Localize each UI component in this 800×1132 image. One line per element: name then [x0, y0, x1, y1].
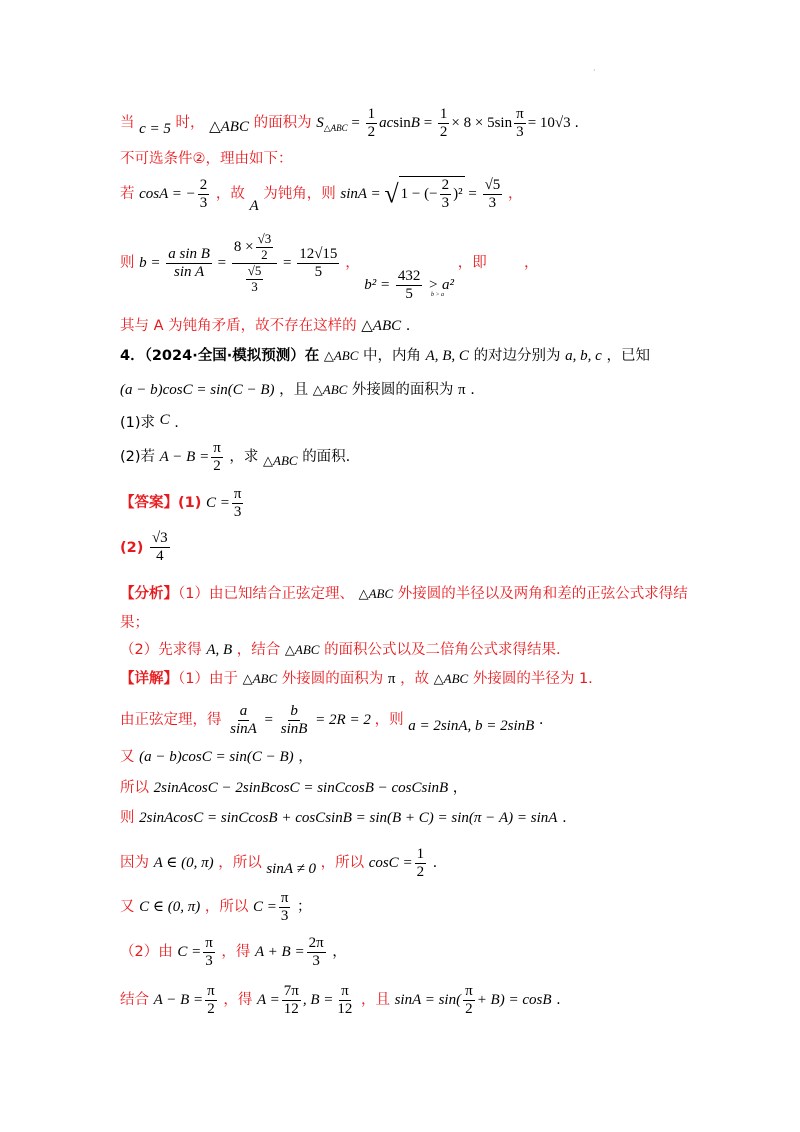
answer-label: 【答案】: [120, 495, 178, 512]
detail-label: 【详解】: [120, 671, 178, 687]
text: ，: [298, 749, 313, 765]
text: (2): [120, 539, 144, 556]
math: a, b, c: [565, 348, 602, 364]
m: 5: [405, 285, 413, 302]
text: ，故: [400, 671, 430, 687]
m: 2: [198, 177, 210, 195]
math-tri: △ABC: [209, 119, 249, 136]
detail-combine: [120, 983, 561, 1019]
m: sin A: [173, 263, 205, 280]
text: 为钝角，则: [263, 186, 336, 203]
m: = 10√3: [527, 115, 571, 132]
text: 其与 A 为钝角矛盾，故不存在这样的: [120, 318, 357, 334]
m: b² =: [364, 276, 391, 293]
m: 4: [156, 548, 164, 565]
m: 7π: [282, 983, 301, 1001]
m: 432: [396, 268, 423, 286]
math-tri: △ABC: [312, 382, 348, 397]
m: √5: [483, 177, 503, 195]
math-tri: △ABC: [433, 671, 469, 686]
m: C =: [177, 944, 202, 961]
math-c: c = 5: [139, 121, 171, 138]
m: π: [211, 440, 223, 458]
math: [139, 177, 211, 212]
math: [159, 440, 225, 475]
text: .: [174, 415, 179, 431]
text: 外接圆的面积为: [281, 671, 384, 687]
m: ac: [379, 115, 394, 132]
m: sinA: [230, 721, 257, 738]
text: .: [538, 712, 544, 729]
m: sinA = sin(: [394, 992, 462, 1009]
text: ，结合: [236, 642, 281, 658]
text: 的面积公式以及二倍角公式求得结果.: [324, 642, 561, 658]
text: 由正弦定理，得: [120, 712, 222, 729]
text: 若: [120, 186, 135, 203]
text: ，则: [374, 712, 404, 729]
m: a sin B: [166, 246, 212, 264]
text: (1)求: [120, 415, 156, 431]
m: √3: [150, 530, 170, 548]
text: ，求: [229, 449, 259, 466]
text: .: [470, 382, 475, 398]
text: 的面积为: [253, 115, 312, 132]
math-tri: △ABC: [358, 586, 394, 601]
m: C =: [205, 495, 230, 512]
text: 的面积.: [302, 449, 351, 466]
m: A + B =: [255, 944, 305, 961]
math: [368, 846, 428, 881]
text: ，: [524, 254, 539, 271]
math: A, B: [206, 642, 233, 658]
text: ；: [297, 899, 312, 916]
m: π: [339, 983, 351, 1001]
m: C =: [252, 899, 277, 916]
math-tri: △ABC: [323, 348, 359, 363]
m: S: [316, 115, 324, 132]
m: cosC =: [368, 855, 413, 872]
m: 2: [213, 458, 221, 475]
m: 1: [415, 846, 427, 864]
detail: [120, 667, 593, 688]
analysis-cont: 果；: [120, 615, 149, 631]
math: a = 2sinA, b = 2sinB: [408, 718, 535, 735]
math: b = $\frac{\text{a sin B}}{\text{sin A}}$ = 8 × $\frac{√3}{2}$ $\frac{√5}{3}$ = $\frac{12√15}{5}$: [139, 231, 338, 294]
m: =: [468, 186, 477, 203]
detail-then: [120, 806, 567, 827]
m: )²: [453, 186, 463, 203]
math: π: [387, 671, 396, 687]
m: 3: [233, 504, 242, 521]
tiny-note: b > a: [431, 292, 445, 298]
detail-given: [120, 745, 313, 766]
m: , B =: [302, 992, 334, 1009]
text: .: [432, 855, 438, 872]
math: 2sinAcosC − 2sinBcosC = sinCcosB − cosCsinB: [153, 780, 449, 796]
m: π: [205, 983, 217, 1001]
line-area-c5: [120, 106, 579, 142]
text: ，: [508, 186, 523, 203]
m: =: [217, 254, 227, 271]
area-formula: $S_{\triangle ABC}$ = $\frac{1}{2}$ acsinB = $\frac{1}{2}$ × 8 × 5sin $\frac{\pi}{3}$ = 10√3: [316, 106, 571, 141]
text: .: [574, 115, 579, 132]
text: ，: [345, 254, 360, 271]
math: sinA = √ 1 − (− $\frac{2}{3}$ )² = $\frac{√5}{3}$: [340, 177, 501, 212]
m: △ABC: [323, 123, 348, 134]
m: 2: [261, 246, 268, 262]
text: 外接圆的面积为: [351, 382, 454, 398]
math: [177, 935, 216, 970]
m: 3: [251, 278, 258, 294]
math-tri: △ABC: [284, 642, 320, 657]
text: 时，: [175, 115, 205, 132]
m: × 8 × 5sin: [451, 115, 513, 132]
detail-part-2: [120, 935, 347, 971]
math: (a − b)cosC = sin(C − B): [120, 382, 275, 398]
line-b-calc: [120, 232, 539, 303]
text: （1）由于: [178, 671, 238, 687]
text: （1）由已知结合正弦定理、: [178, 586, 354, 602]
math-tri: △ABC: [242, 671, 278, 686]
math: (a − b)cosC = sin(C − B): [139, 749, 294, 765]
m: 3: [488, 195, 497, 212]
text: ，故: [215, 186, 245, 203]
math-tri: △ABC: [263, 453, 298, 469]
m: 12: [283, 1001, 299, 1018]
text: ，得: [221, 944, 251, 961]
m: cosA = −: [139, 186, 196, 203]
m: 12√15: [297, 246, 339, 264]
math: C ∈ (0, π): [139, 899, 201, 916]
math: π: [458, 382, 466, 398]
text: 所以: [120, 780, 149, 796]
header-mark: ·: [593, 66, 596, 75]
text: ，已知: [606, 348, 650, 364]
m: =: [264, 712, 273, 729]
text: 外接圆的半径以及两角和差的正弦公式求得结: [397, 586, 688, 602]
text: 4．（2024·全国·模拟预测）在: [120, 348, 320, 364]
line-not-choose: 不可选条件②，理由如下：: [120, 151, 293, 167]
part-2: [120, 440, 350, 476]
text: 则: [120, 810, 135, 826]
m: sin: [393, 115, 411, 132]
line-cos-a: [120, 176, 523, 215]
m: sinA =: [340, 186, 381, 203]
detail-because: [120, 846, 437, 882]
analysis: [120, 582, 688, 603]
m: π: [463, 983, 475, 1001]
detail-sine-law: [120, 703, 544, 739]
text: ，所以: [218, 855, 262, 872]
text: ，且: [279, 382, 309, 398]
text: （2）先求得: [120, 642, 202, 658]
m: 2: [416, 864, 425, 881]
math: C: [159, 412, 170, 428]
text: 当: [120, 115, 135, 132]
answer-2: [120, 530, 172, 566]
text: ，得: [223, 992, 253, 1009]
m: = 2R = 2: [315, 712, 371, 729]
m: 12: [337, 1001, 353, 1018]
m: 2π: [307, 935, 326, 953]
text: 结合: [120, 992, 149, 1009]
text: 的对边分别为: [473, 348, 561, 364]
analysis-2: [120, 638, 561, 659]
detail-so: [120, 776, 467, 797]
text: .: [556, 992, 561, 1009]
text: .: [562, 810, 567, 826]
m: π: [203, 935, 215, 953]
text: .: [405, 318, 411, 334]
text: ，所以: [320, 855, 365, 872]
text: ，且: [360, 992, 390, 1009]
text: ，即: [457, 254, 487, 271]
m: A − B =: [153, 992, 204, 1009]
m: π: [279, 890, 291, 908]
part-1: [120, 411, 179, 432]
math: sinA ≠ 0: [266, 861, 316, 878]
math: A, B, C: [425, 348, 469, 364]
m: a: [238, 703, 250, 721]
m: 2: [207, 1001, 215, 1018]
m: A =: [256, 992, 280, 1009]
m: √5: [247, 262, 262, 278]
m: 5: [314, 263, 323, 280]
text: ，所以: [204, 899, 249, 916]
text: 又: [120, 899, 135, 916]
text: 因为: [120, 855, 149, 872]
math: [153, 983, 219, 1018]
question-4-cont: [120, 378, 475, 399]
answer: [120, 486, 245, 522]
math-a: A: [249, 198, 259, 215]
math: [252, 890, 292, 925]
detail-c-range: [120, 890, 312, 926]
text: 中，内角: [363, 348, 421, 364]
text: ，: [332, 944, 347, 961]
m: √3: [257, 231, 272, 246]
m: 1 − (−: [400, 186, 438, 203]
text: （2）由: [120, 944, 173, 961]
text: 外接圆的半径为 1.: [472, 671, 593, 687]
text: (2)若: [120, 449, 156, 466]
math: [226, 703, 374, 738]
text: (1): [178, 495, 202, 512]
m: A − B =: [159, 449, 210, 466]
m: 3: [280, 908, 289, 925]
analysis-label: 【分析】: [120, 586, 178, 602]
math: [394, 983, 552, 1018]
m: 3: [312, 953, 320, 970]
text: ，: [452, 780, 468, 796]
question-4: [120, 344, 650, 365]
m: + B) = cosB: [476, 992, 552, 1009]
m: 8 ×: [233, 238, 254, 255]
m: b =: [139, 254, 161, 271]
math: A ∈ (0, π): [153, 855, 214, 872]
m: 3: [205, 953, 213, 970]
m: B: [410, 115, 420, 132]
text: 又: [120, 749, 135, 765]
math: 2sinAcosC = sinCcosB + cosCsinB = sin(B + C) = sin(π − A) = sinA: [139, 810, 558, 826]
line-contradiction: [120, 314, 410, 335]
math: [205, 486, 245, 521]
m: b: [288, 703, 300, 721]
m: π: [232, 486, 244, 504]
text: 则: [120, 254, 135, 271]
m: 3: [199, 195, 208, 212]
m: > a²: [428, 276, 455, 293]
m: 2: [465, 1001, 473, 1018]
m: sinB: [280, 721, 308, 738]
math-tri: △ABC: [361, 318, 402, 334]
